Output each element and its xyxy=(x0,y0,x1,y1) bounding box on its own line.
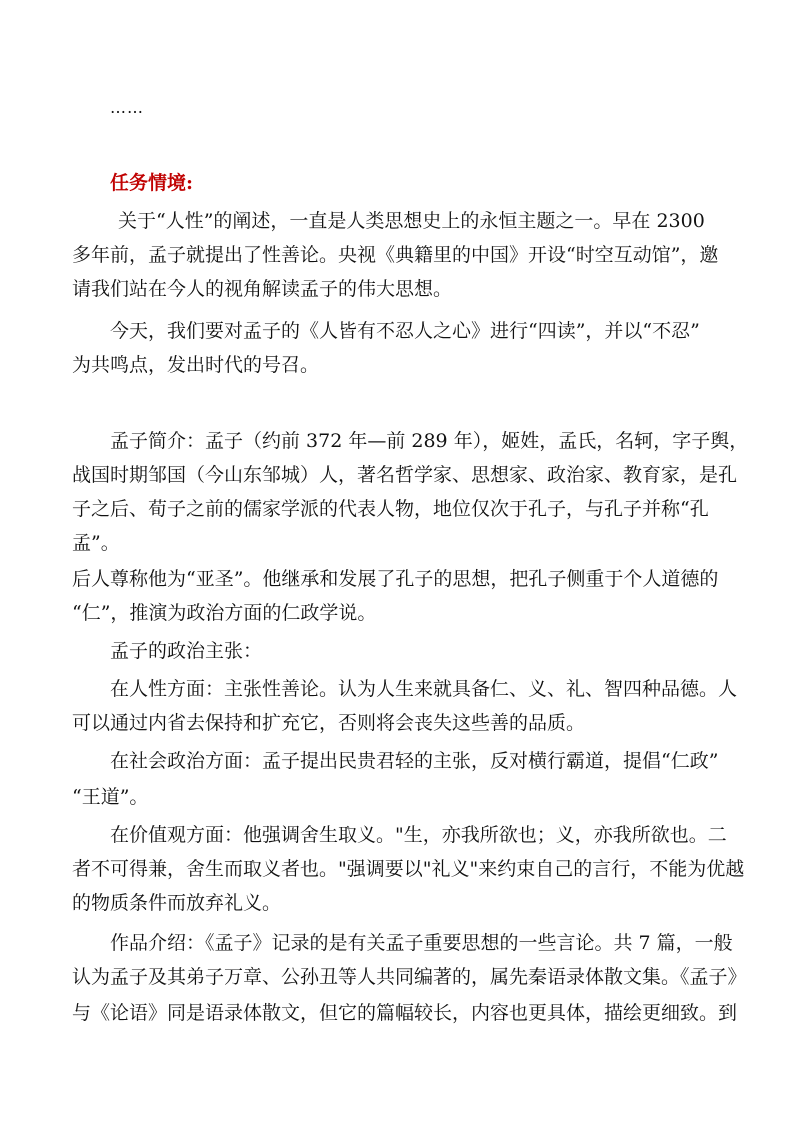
intro-line: 孟”。 xyxy=(72,532,120,554)
values-line: 在价值观方面：他强调舍生取义。"生，亦我所欲也；义，亦我所欲也。二 xyxy=(110,824,727,846)
paragraph2-line: 为共鸣点，发出时代的号召。 xyxy=(72,354,320,376)
values-line: 的物质条件而放弃礼义。 xyxy=(72,892,282,914)
intro-line: 孟子简介：孟子（约前 372 年—前 289 年），姬姓，孟氏，名轲，字子舆， xyxy=(110,430,749,452)
human-nature-line: 可以通过内省去保持和扩充它，否则将会丧失这些善的品质。 xyxy=(72,712,586,734)
ellipsis-marker: …… xyxy=(110,98,144,117)
human-nature-line: 在人性方面：主张性善论。认为人生来就具备仁、义、礼、智四种品德。人 xyxy=(110,678,738,700)
paragraph2-line: 今天，我们要对孟子的《人皆有不忍人之心》进行“四读”，并以“不忍” xyxy=(110,320,700,342)
paragraph1-line: 多年前，孟子就提出了性善论。央视《典籍里的中国》开设“时空互动馆”，邀 xyxy=(72,244,719,266)
values-line: 者不可得兼，舍生而取义者也。"强调要以"礼义"来约束自己的言行，不能为优越 xyxy=(72,858,745,880)
works-line: 与《论语》同是语录体散文，但它的篇幅较长，内容也更具体，描绘更细致。到 xyxy=(72,1002,738,1024)
works-line: 作品介绍：《孟子》记录的是有关孟子重要思想的一些言论。共 7 篇，一般 xyxy=(110,932,733,954)
paragraph1-line: 关于“人性”的阐述，一直是人类思想史上的永恒主题之一。早在 2300 xyxy=(118,210,705,232)
intro-line: 战国时期邹国（今山东邹城）人，著名哲学家、思想家、政治家、教育家，是孔 xyxy=(72,464,738,486)
intro-line: “仁”，推演为政治方面的仁政学说。 xyxy=(72,602,377,624)
politics-heading: 孟子的政治主张： xyxy=(110,640,263,662)
paragraph1-line: 请我们站在今人的视角解读孟子的伟大思想。 xyxy=(72,278,453,300)
task-heading: 任务情境: xyxy=(110,172,194,194)
society-line: “王道”。 xyxy=(72,786,149,808)
society-line: 在社会政治方面：孟子提出民贵君轻的主张，反对横行霸道，提倡“仁政” xyxy=(110,750,719,772)
intro-line: 子之后、荀子之前的儒家学派的代表人物，地位仅次于孔子，与孔子并称“孔 xyxy=(72,498,709,520)
intro-line: 后人尊称他为“亚圣”。他继承和发展了孔子的思想，把孔子侧重于个人道德的 xyxy=(72,568,719,590)
works-line: 认为孟子及其弟子万章、公孙丑等人共同编著的，属先秦语录体散文集。《孟子》 xyxy=(72,966,747,988)
